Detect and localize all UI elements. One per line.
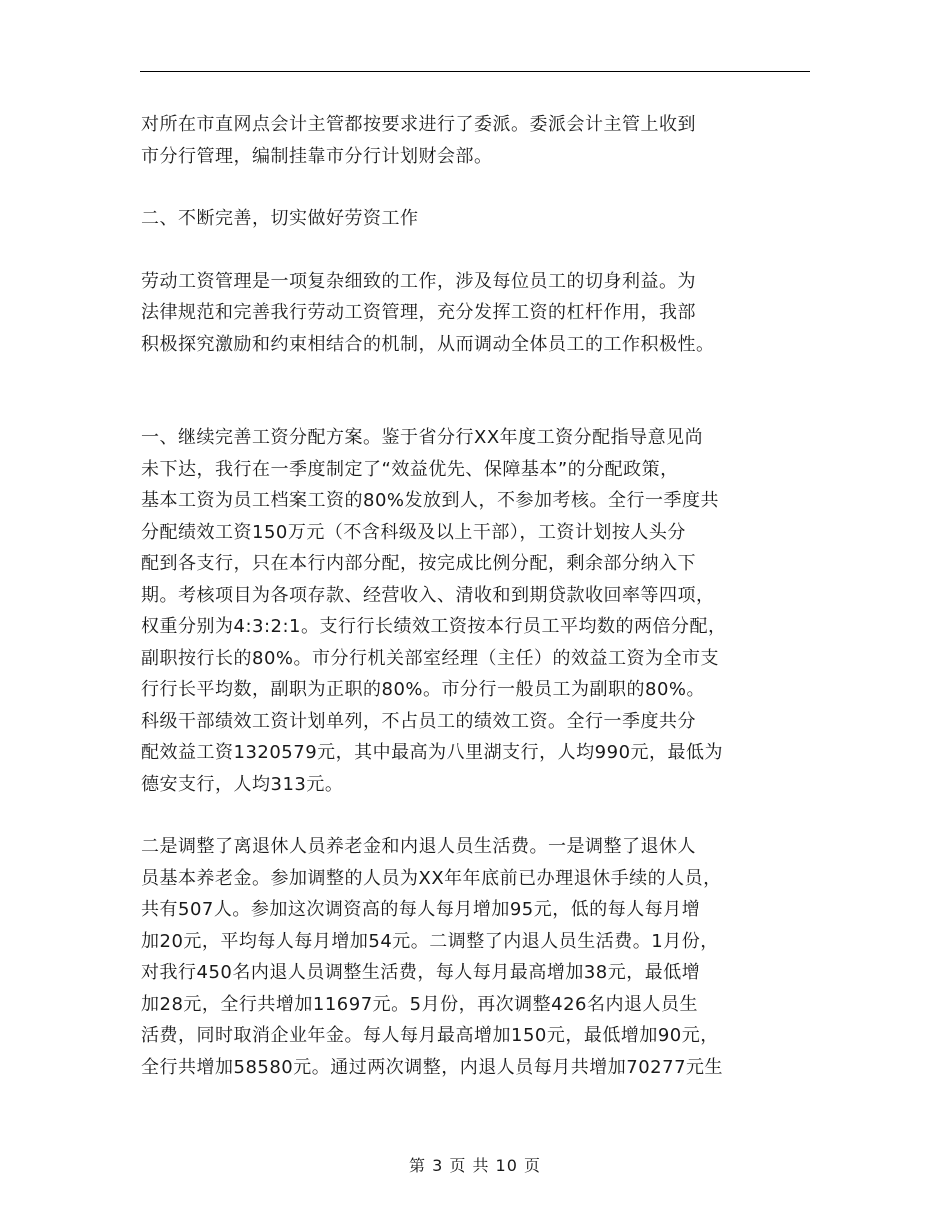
- header-rule: [140, 71, 810, 72]
- section-heading: 二、不断完善，切实做好劳资工作: [141, 208, 419, 229]
- paragraph-continuation: 对所在市直网点会计主管都按要求进行了委派。委派会计主管上收到 市分行管理，编制挂靠市分行计划财会部。: [141, 114, 696, 167]
- paragraph-retiree-adjustment: 二是调整了离退休人员养老金和内退人员生活费。一是调整了退休人 员基本养老金。参加调整的人员为XX年年底前已办理退休手续的人员， 共有507人。参加这次调资高的每人每月增加95元，低的每人每月增 加20元，平均每人每月增加54元。二调整了内退人员生活费。1月份， 对我行450名内退人员调整生活费，每人每月最高增加38元，最低增 加28元，全行共增加11697元。5月份，再次调整426名内退人员生 活费，同时取消企业年金。每人每月最高增加150元，最低增加90元， 全行共增加58580元。通过两次调整，内退人员每月共增加70277元生: [141, 836, 724, 1078]
- paragraph-wage-distribution: 一、继续完善工资分配方案。鉴于省分行XX年度工资分配指导意见尚 未下达，我行在一季度制定了“效益优先、保障基本”的分配政策， 基本工资为员工档案工资的80%发放到人，不参加考核。全行一季度共 分配绩效工资150万元（不含科级及以上干部），工资计划按人头分 配到各支行，只在本行内部分配，按完成比例分配，剩余部分纳入下 期。考核项目为各项存款、经营收入、清收和到期贷款收回率等四项， 权重分别为4:3:2:1。支行行长绩效工资按本行员工平均数的两倍分配， 副职按行长的80%。市分行机关部室经理（主任）的效益工资为全市支 行行长平均数，副职为正职的80%。市分行一般员工为副职的80%。 科级干部绩效工资计划单列，不占员工的绩效工资。全行一季度共分 配效益工资1320579元，其中最高为八里湖支行，人均990元，最低为 德安支行，人均313元。: [141, 427, 727, 795]
- document-body: [141, 109, 821, 1083]
- page-footer: [0, 1153, 950, 1176]
- page-number: 第 3 页 共 10 页: [409, 1156, 541, 1175]
- paragraph-labor-wage-intro: 劳动工资管理是一项复杂细致的工作，涉及每位员工的切身利益。为 法律规范和完善我行劳动工资管理，充分发挥工资的杠杆作用，我部 积极探究激励和约束相结合的机制，从而调动全体员工的工作积极性。: [141, 270, 715, 355]
